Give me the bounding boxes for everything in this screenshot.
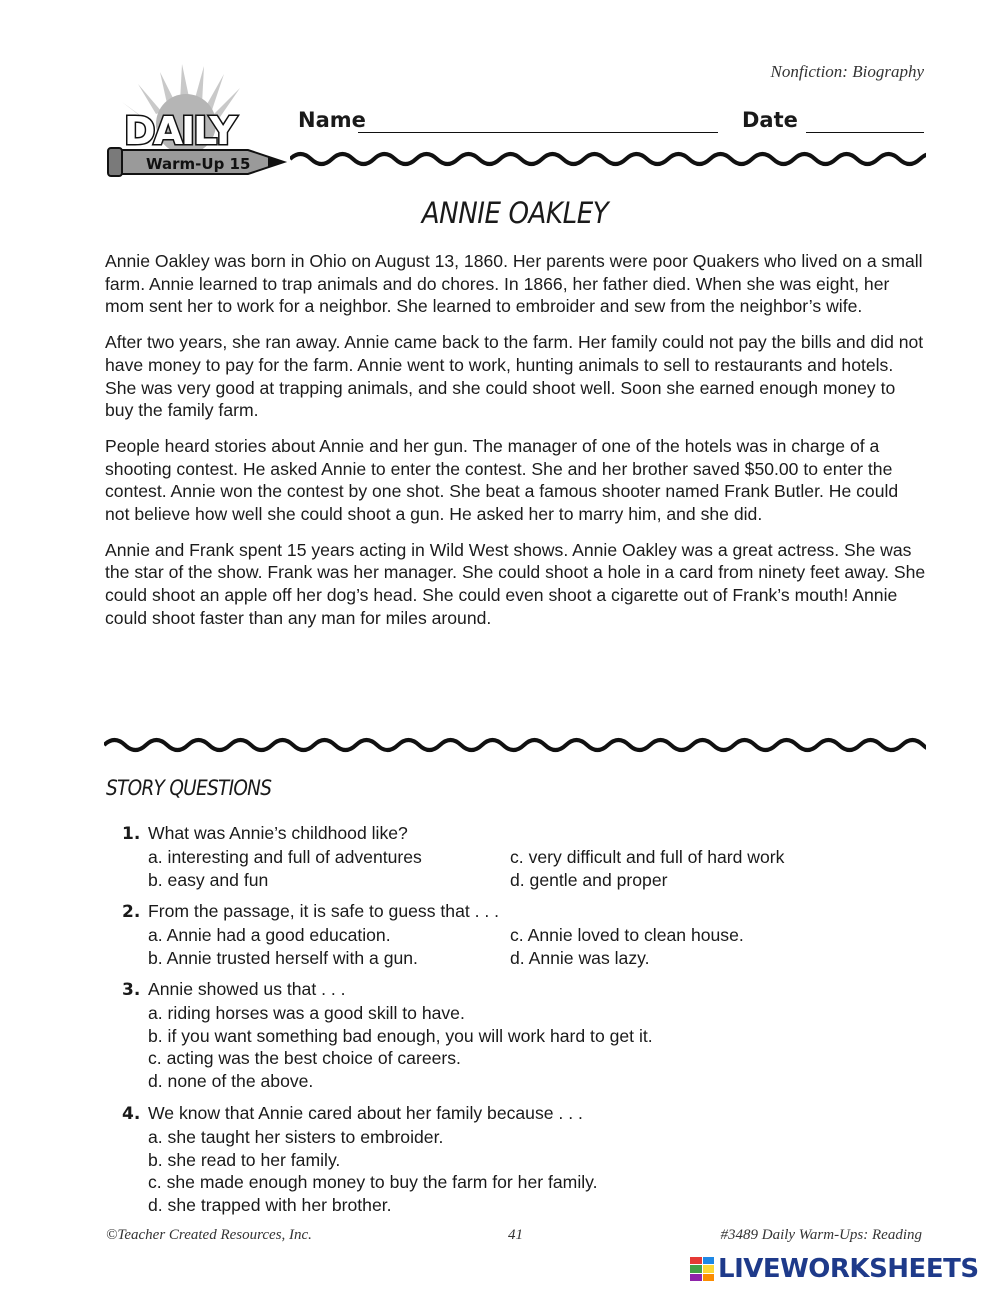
story-passage [105,250,927,643]
liveworksheets-watermark [690,1254,979,1284]
story-questions-heading: STORY QUESTIONS [106,776,272,800]
answer-option[interactable]: a. interesting and full of adventures [148,846,422,867]
liveworksheets-wordmark: LIVEWORKSHEETS [718,1254,979,1284]
daily-warmup-logo [98,58,298,188]
question-number: 2. [122,902,141,922]
answer-option[interactable]: d. Annie was lazy. [510,947,650,968]
passage-paragraph: Annie Oakley was born in Ohio on August 13, 1860. Her parents were poor Quakers who lived on a small farm. Annie learned to trap animals and do chores. In 1866, her father died. When she was eight, her mom sent her to work for a neighbor. She learned to embroider and sew from the neighbor’s wife. [105,251,923,317]
answer-option[interactable]: c. she made enough money to buy the farm for her family. [148,1172,598,1193]
question-text: What was Annie’s childhood like? [148,823,408,843]
page-title: ANNIE OAKLEY [421,196,609,230]
answer-option[interactable]: c. Annie loved to clean house. [510,924,744,945]
answer-option[interactable]: b. easy and fun [148,869,269,890]
answer-option[interactable]: c. very difficult and full of hard work [510,846,785,867]
category-label: Nonfiction: Biography [770,62,924,81]
answer-option[interactable]: b. Annie trusted herself with a gun. [148,947,418,968]
footer-book-title: #3489 Daily Warm-Ups: Reading [720,1227,922,1243]
name-field-line[interactable] [358,132,718,133]
name-date-row [298,108,926,138]
logo-subtitle: Warm-Up 15 [146,155,251,173]
question-text: From the passage, it is safe to guess that . . . [148,901,500,921]
wavy-divider-middle [104,734,926,756]
question-number: 4. [122,1104,141,1124]
answer-option[interactable]: a. she taught her sisters to embroider. [148,1126,444,1147]
answer-option[interactable]: c. acting was the best choice of careers. [148,1048,461,1069]
question-number: 3. [122,980,141,1000]
name-label: Name [298,108,366,132]
question-number: 1. [122,824,141,844]
question-3 [122,978,908,1093]
date-field-line[interactable] [806,132,924,133]
question-text: We know that Annie cared about her family because . . . [148,1103,583,1123]
question-text: Annie showed us that . . . [148,979,346,999]
answer-option[interactable]: a. Annie had a good education. [148,924,391,945]
logo-word: DAILY [124,109,235,153]
answer-option[interactable]: a. riding horses was a good skill to have. [148,1002,465,1023]
passage-paragraph: Annie and Frank spent 15 years acting in Wild West shows. Annie Oakley was a great actress. She was the star of the show. Frank was her manager. She could shoot a hole in a card from ninety feet away. She could shoot an apple off her dog’s head. She could even shoot a cigarette out of Frank’s mouth! Annie could shoot faster than any man for miles around. [105,539,926,628]
date-label: Date [742,108,798,132]
footer-page-number: 41 [508,1227,523,1243]
answer-option[interactable]: b. she read to her family. [148,1149,341,1170]
answer-option[interactable]: d. none of the above. [148,1071,314,1092]
question-4 [122,1102,908,1217]
question-1 [122,822,890,891]
footer-copyright: ©Teacher Created Resources, Inc. [106,1227,312,1243]
answer-option[interactable]: d. gentle and proper [510,869,668,890]
question-2 [122,900,890,969]
wavy-divider-top [290,148,926,170]
liveworksheets-logo-icon [690,1257,714,1281]
answer-option[interactable]: d. she trapped with her brother. [148,1195,392,1216]
passage-paragraph: After two years, she ran away. Annie came back to the farm. Her family could not pay the bills and did not have money to pay for the farm. Annie went to work, hunting animals to sell to restaurants and hotels. She was very good at trapping animals, and she could shoot well. Soon she earned enough money to buy the family farm. [105,332,924,421]
answer-option[interactable]: b. if you want something bad enough, you will work hard to get it. [148,1025,653,1046]
passage-paragraph: People heard stories about Annie and her gun. The manager of one of the hotels was in charge of a shooting contest. He asked Annie to enter the contest. She and her brother saved $50.00 to enter the contest. Annie won the contest by one shot. She beat a famous shooter named Frank Butler. He could not believe how well she could shoot a gun. He asked her to marry him, and she did. [105,435,899,525]
